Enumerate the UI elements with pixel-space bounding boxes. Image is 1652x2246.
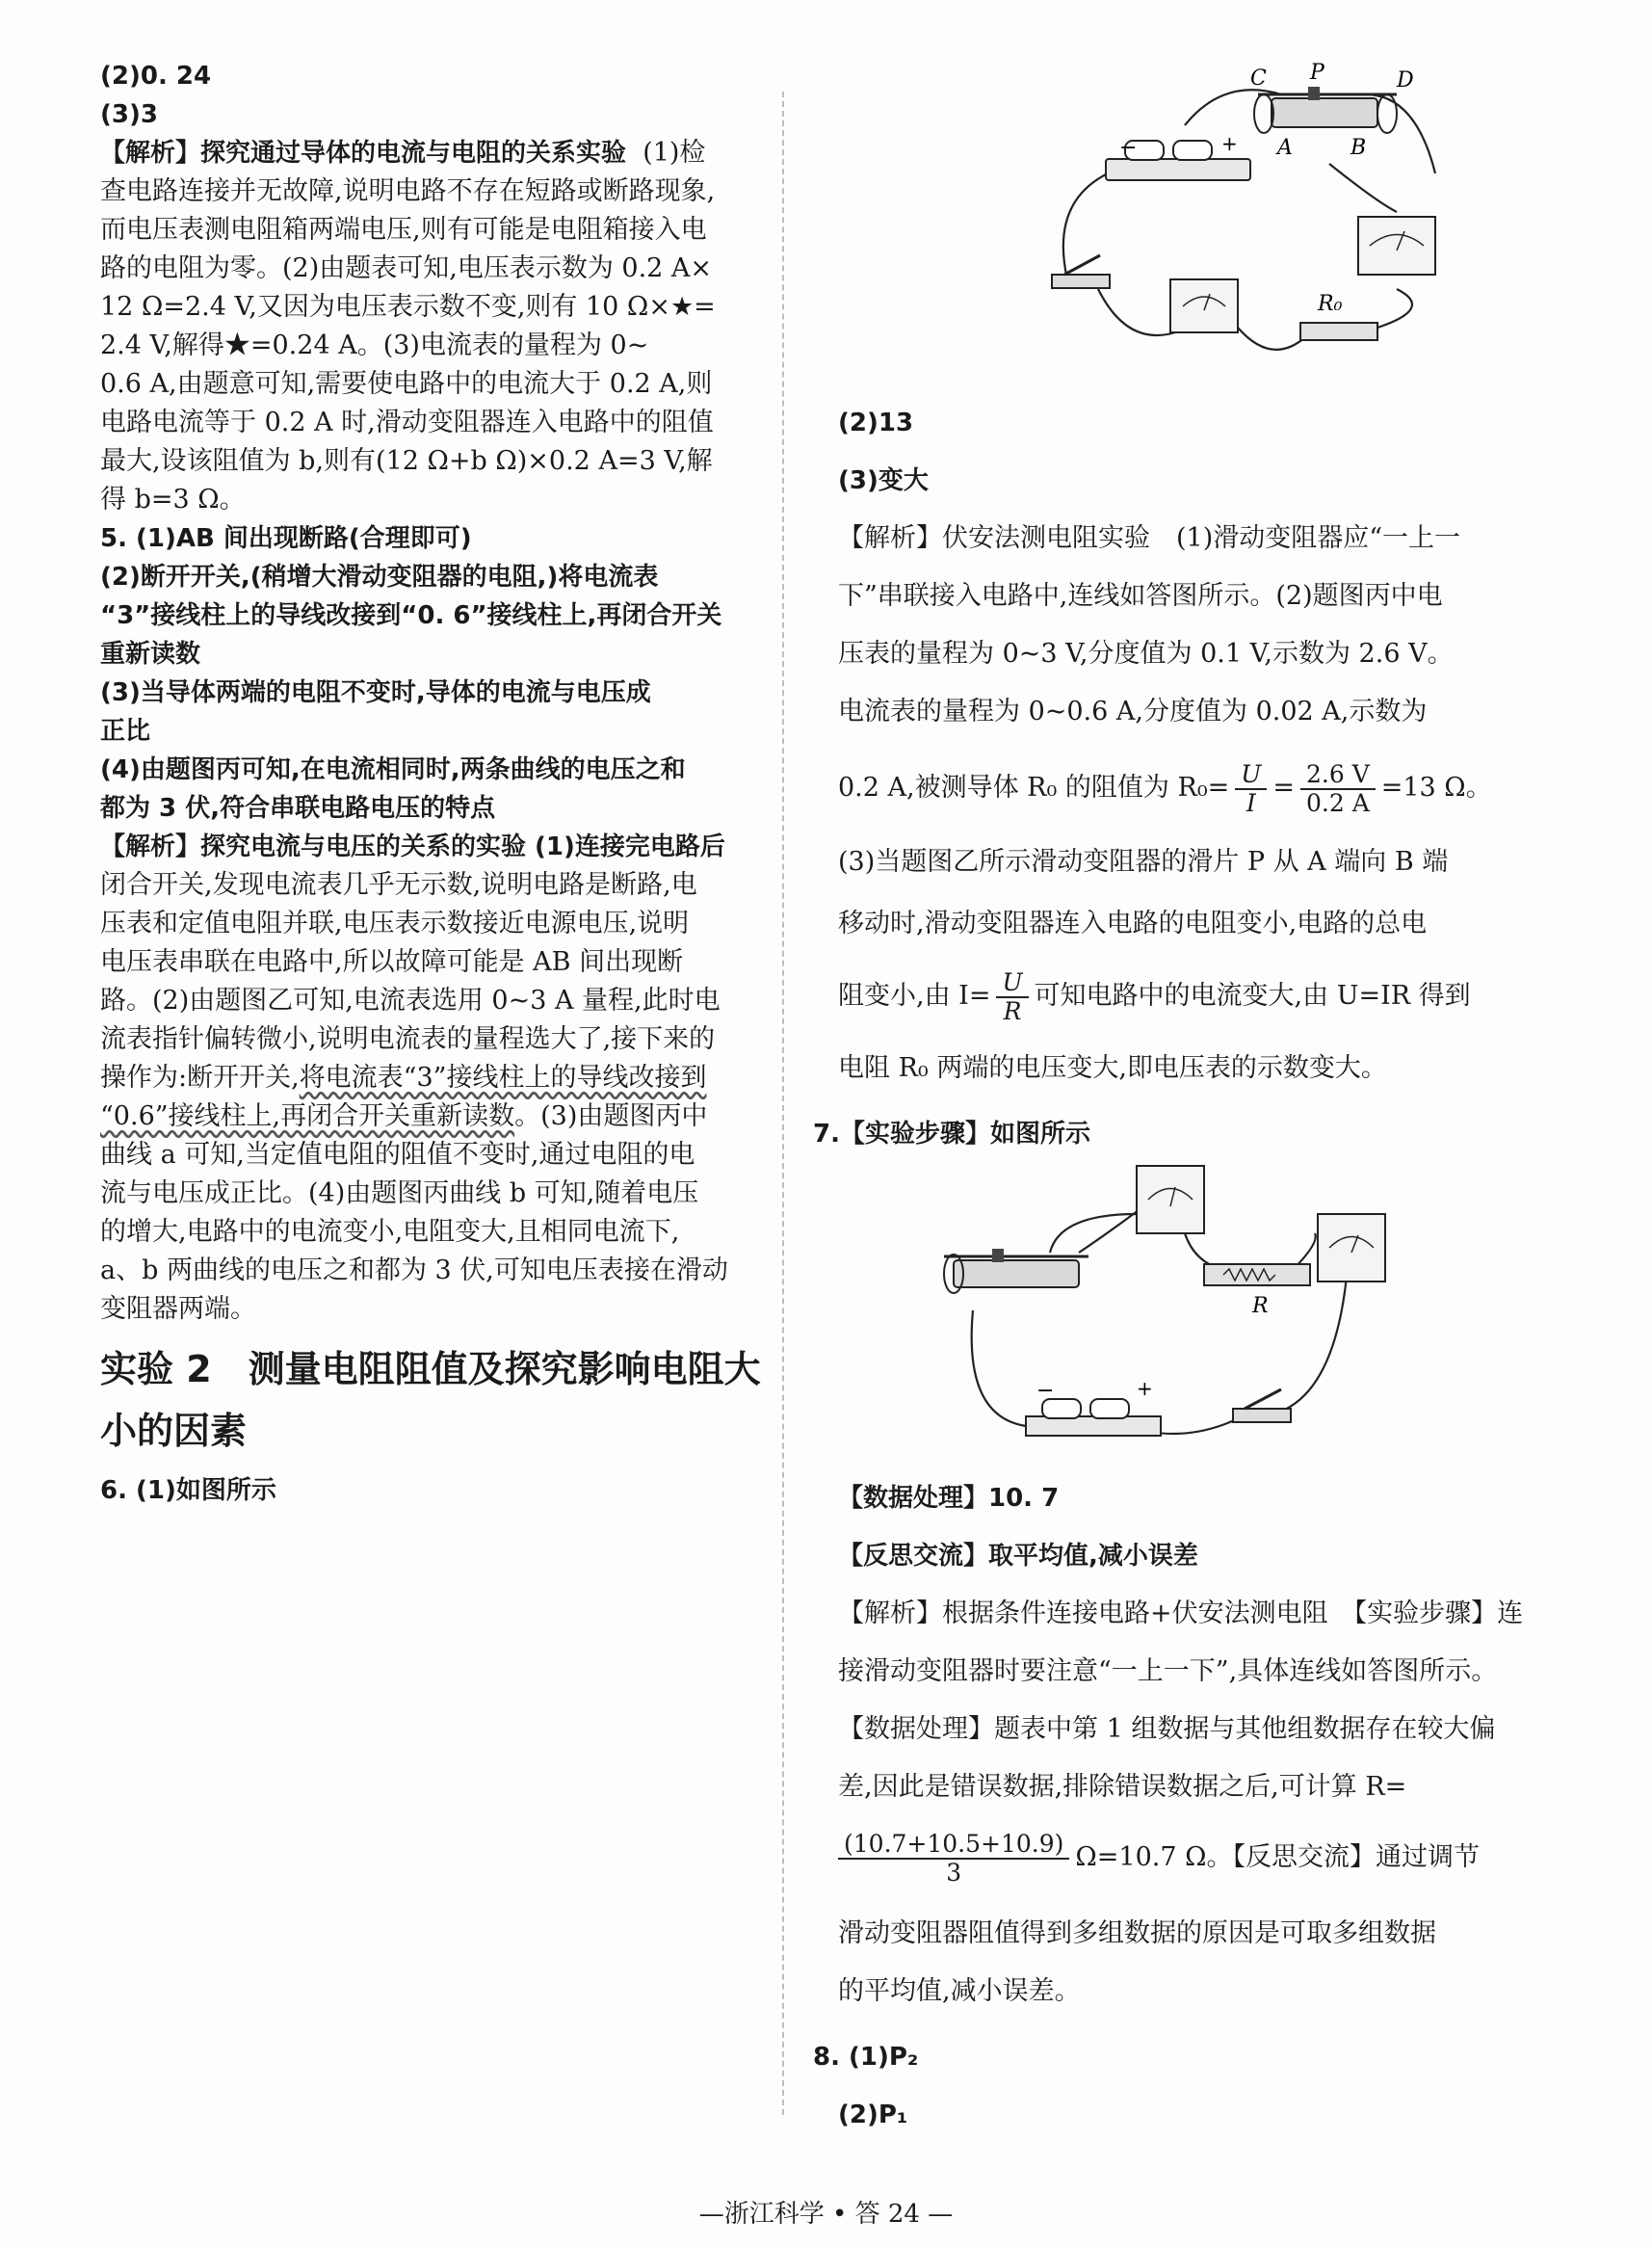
rheostat-icon xyxy=(1254,87,1397,133)
ammeter-icon xyxy=(1170,279,1238,332)
text-line: (3)当题图乙所示滑动变阻器的滑片 P 从 A 端向 B 端 xyxy=(838,847,1449,877)
text-line: 压表的量程为 0~3 V,分度值为 0.1 V,示数为 2.6 V。 xyxy=(838,639,1454,669)
answer-line: “3”接线柱上的导线改接到“0. 6”接线柱上,再闭合开关 xyxy=(100,601,722,630)
page-footer: —浙江科学 • 答 24 — xyxy=(698,2200,954,2229)
denominator: I xyxy=(1246,788,1256,817)
text-line: 最大,设该阻值为 b,则有(12 Ω+b Ω)×0.2 A=3 V,解 xyxy=(100,446,713,476)
label-R: R xyxy=(1252,1294,1269,1318)
voltmeter-icon xyxy=(1137,1166,1204,1233)
fraction-U-over-R xyxy=(996,969,1028,1025)
label-B: B xyxy=(1350,136,1367,160)
answer-line: (3)3 xyxy=(100,100,158,129)
answer-line: 5. (1)AB 间出现断路(合理即可) xyxy=(100,524,472,553)
fraction-values xyxy=(1300,761,1376,817)
text-line: 变阻器两端。 xyxy=(100,1294,256,1324)
text-line: 查电路连接并无故障,说明电路不存在短路或断路现象, xyxy=(100,176,716,206)
underlined-text: 将电流表“3”接线柱上的导线改接到 xyxy=(299,1063,707,1093)
underlined-text: “0.6”接线柱上,再闭合开关重新读数 xyxy=(100,1101,515,1131)
text-run: 操作为:断开开关, xyxy=(100,1063,300,1093)
switch-icon xyxy=(1052,255,1110,288)
text-run: 0.2 A,被测导体 R₀ 的阻值为 R₀= xyxy=(838,773,1230,803)
text-line: 0.6 A,由题意可知,需要使电路中的电流大于 0.2 A,则 xyxy=(100,369,713,399)
wire xyxy=(1098,289,1175,335)
answer-line: 【反思交流】取平均值,减小误差 xyxy=(838,1542,1198,1571)
denominator: R xyxy=(1003,996,1022,1025)
text-line: a、b 两曲线的电压之和都为 3 伏,可知电压表接在滑动 xyxy=(100,1255,728,1285)
numerator: U xyxy=(996,969,1028,998)
text-line xyxy=(100,1062,706,1095)
resistor-R0-icon xyxy=(1300,323,1377,340)
label-P: P xyxy=(1310,61,1324,85)
answer-line: (2)断开开关,(稍增大滑动变阻器的电阻,)将电流表 xyxy=(100,563,659,592)
text-line: 移动时,滑动变阻器连入电路的电阻变小,电路的总电 xyxy=(838,909,1428,938)
denominator: 0.2 A xyxy=(1305,788,1370,817)
voltmeter-icon xyxy=(1358,217,1435,275)
text-line: 曲线 a 可知,当定值电阻的阻值不变时,通过电阻的电 xyxy=(100,1140,695,1170)
text-run: 。(3)由题图丙中 xyxy=(514,1101,708,1131)
text-run: 可知电路中的电流变大,由 U=IR 得到 xyxy=(1034,981,1471,1011)
switch-icon xyxy=(1233,1389,1291,1422)
answer-line: (2)13 xyxy=(838,409,914,437)
analysis-line: 【解析】探究电流与电压的关系的实验 (1)连接完电路后 xyxy=(100,832,725,861)
text-run: Ω=10.7 Ω。【反思交流】通过调节 xyxy=(1075,1842,1480,1872)
text-line: 闭合开关,发现电流表几乎无示数,说明电路是断路,电 xyxy=(100,870,697,900)
text-line: 路。(2)由题图乙可知,电流表选用 0~3 A 量程,此时电 xyxy=(100,986,721,1016)
answer-line: 都为 3 伏,符合串联电路电压的特点 xyxy=(100,794,496,823)
answer-line: (3)变大 xyxy=(838,466,929,495)
answer-line: (2)P₁ xyxy=(838,2101,908,2129)
circuit-figure-2 xyxy=(934,1156,1435,1455)
column-divider xyxy=(782,92,784,2115)
analysis-line xyxy=(100,137,705,170)
text-line: 下”串联接入电路中,连线如答图所示。(2)题图丙中电 xyxy=(838,581,1443,611)
text-run: = xyxy=(1272,773,1295,803)
text-line: 路的电阻为零。(2)由题表可知,电压表示数为 0.2 A× xyxy=(100,253,713,283)
analysis-line: 【解析】伏安法测电阻实验 (1)滑动变阻器应“一上一 xyxy=(838,523,1461,553)
text-line: 电路电流等于 0.2 A 时,滑动变阻器连入电路中的阻值 xyxy=(100,408,714,437)
plus-label: + xyxy=(1221,132,1238,155)
text-line: 而电压表测电阻箱两端电压,则有可能是电阻箱接入电 xyxy=(100,215,707,245)
fraction-U-over-I xyxy=(1235,761,1267,817)
answer-line: (3)当导体两端的电阻不变时,导体的电流与电压成 xyxy=(100,678,651,707)
answer-line: (4)由题图丙可知,在电流相同时,两条曲线的电压之和 xyxy=(100,755,686,784)
wire xyxy=(1377,289,1412,328)
wire xyxy=(1329,164,1397,212)
minus-label: − xyxy=(1119,136,1138,160)
numerator: 2.6 V xyxy=(1300,761,1376,790)
text-line: 接滑动变阻器时要注意“一上一下”,具体连线如答图所示。 xyxy=(838,1656,1498,1686)
text-run: 阻变小,由 I= xyxy=(838,981,991,1011)
label-C: C xyxy=(1250,66,1267,91)
minus-label: − xyxy=(1036,1379,1055,1403)
text-line: 电阻 R₀ 两端的电压变大,即电压表的示数变大。 xyxy=(838,1053,1387,1083)
text-line: 压表和定值电阻并联,电压表示数接近电源电压,说明 xyxy=(100,909,690,938)
text-line: 的平均值,减小误差。 xyxy=(838,1976,1081,2006)
label-A: A xyxy=(1277,136,1293,160)
denominator: 3 xyxy=(946,1858,962,1887)
numerator: (10.7+10.5+10.9) xyxy=(838,1831,1069,1860)
formula-line xyxy=(838,759,1492,817)
formula-line xyxy=(838,967,1471,1025)
text-run: =13 Ω。 xyxy=(1380,773,1492,803)
text-line: 流与电压成正比。(4)由题图丙曲线 b 可知,随着电压 xyxy=(100,1178,699,1208)
answer-line: 7.【实验步骤】如图所示 xyxy=(813,1120,1090,1149)
text-run: (1)检 xyxy=(642,138,706,168)
answer-line: 正比 xyxy=(100,717,151,746)
answer-line: (2)0. 24 xyxy=(100,62,212,91)
text-line: 【数据处理】题表中第 1 组数据与其他组数据存在较大偏 xyxy=(838,1714,1496,1744)
formula-line xyxy=(838,1829,1480,1887)
answer-line: 8. (1)P₂ xyxy=(813,2043,919,2072)
label-R0: R₀ xyxy=(1318,292,1343,316)
label-D: D xyxy=(1397,68,1414,92)
text-line: 的增大,电路中的电流变小,电阻变大,且相同电流下, xyxy=(100,1217,680,1247)
text-line: 滑动变阻器阻值得到多组数据的原因是可取多组数据 xyxy=(838,1918,1436,1948)
section-heading: 小的因素 xyxy=(100,1410,248,1452)
text-line xyxy=(100,1100,707,1133)
text-line: 2.4 V,解得★=0.24 A。(3)电流表的量程为 0~ xyxy=(100,330,649,360)
text-line: 12 Ω=2.4 V,又因为电压表示数不变,则有 10 Ω×★= xyxy=(100,292,716,322)
text-line: 电压表串联在电路中,所以故障可能是 AB 间出现断 xyxy=(100,947,684,977)
resistor-R-icon xyxy=(1204,1264,1310,1285)
numerator: U xyxy=(1235,761,1267,790)
ammeter-icon xyxy=(1318,1214,1385,1282)
plus-label: + xyxy=(1137,1377,1153,1400)
text-line: 电流表的量程为 0~0.6 A,分度值为 0.02 A,示数为 xyxy=(838,697,1428,727)
circuit-figure-1 xyxy=(1011,58,1512,376)
text-line: 流表指针偏转微小,说明电流表的量程选大了,接下来的 xyxy=(100,1024,716,1054)
text-line: 差,因此是错误数据,排除错误数据之后,可计算 R= xyxy=(838,1772,1407,1802)
answer-line: 6. (1)如图所示 xyxy=(100,1476,276,1505)
text-line: 得 b=3 Ω。 xyxy=(100,485,246,515)
answer-line: 重新读数 xyxy=(100,640,201,669)
section-heading: 实验 2 测量电阻阻值及探究影响电阻大 xyxy=(100,1348,761,1390)
battery-icon xyxy=(1026,1399,1161,1436)
analysis-line: 【解析】根据条件连接电路+伏安法测电阻 【实验步骤】连 xyxy=(838,1599,1524,1628)
rheostat-icon xyxy=(944,1249,1088,1293)
wire xyxy=(1238,328,1305,350)
answer-line: 【数据处理】10. 7 xyxy=(838,1484,1060,1513)
fraction-average xyxy=(838,1831,1069,1887)
analysis-label: 【解析】探究通过导体的电流与电阻的关系实验 xyxy=(100,139,627,168)
